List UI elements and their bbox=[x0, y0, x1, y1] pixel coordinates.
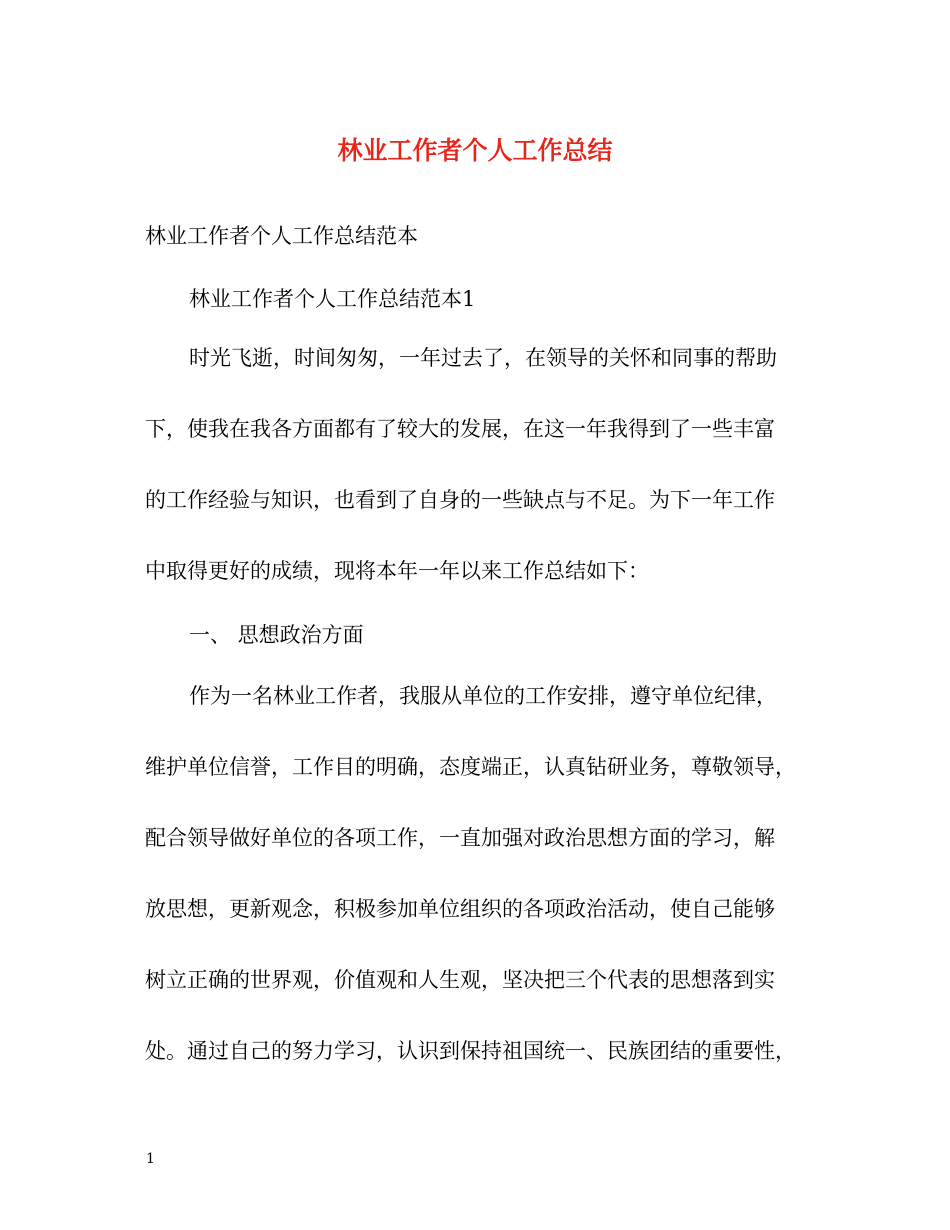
section-heading: 林业工作者个人工作总结范本1 bbox=[189, 287, 476, 311]
paragraph-line: 树立正确的世界观，价值观和人生观，坚决把三个代表的思想落到实 bbox=[145, 968, 775, 992]
numbered-heading: 一、 思想政治方面 bbox=[189, 623, 364, 647]
paragraph-line: 中取得更好的成绩，现将本年一年以来工作总结如下： bbox=[145, 559, 649, 583]
paragraph-line: 作为一名林业工作者，我服从单位的工作安排，遵守单位纪律， bbox=[189, 684, 777, 708]
paragraph-line: 维护单位信誉，工作目的明确，态度端正，认真钻研业务，尊敬领导， bbox=[145, 755, 796, 779]
document-subtitle: 林业工作者个人工作总结范本 bbox=[145, 224, 418, 248]
paragraph-line: 的工作经验与知识，也看到了自身的一些缺点与不足。为下一年工作 bbox=[145, 488, 775, 512]
paragraph-line: 时光飞逝，时间匆匆，一年过去了，在领导的关怀和同事的帮助 bbox=[189, 346, 777, 370]
document-title: 林业工作者个人工作总结 bbox=[337, 136, 613, 165]
paragraph-line: 下，使我在我各方面都有了较大的发展，在这一年我得到了一些丰富 bbox=[145, 417, 775, 441]
paragraph-line: 处。通过自己的努力学习，认识到保持祖国统一、民族团结的重要性， bbox=[145, 1039, 796, 1063]
page-number: 1 bbox=[146, 1151, 155, 1167]
paragraph-line: 配合领导做好单位的各项工作，一直加强对政治思想方面的学习，解 bbox=[145, 826, 775, 850]
paragraph-line: 放思想，更新观念，积极参加单位组织的各项政治活动，使自己能够 bbox=[145, 897, 775, 921]
